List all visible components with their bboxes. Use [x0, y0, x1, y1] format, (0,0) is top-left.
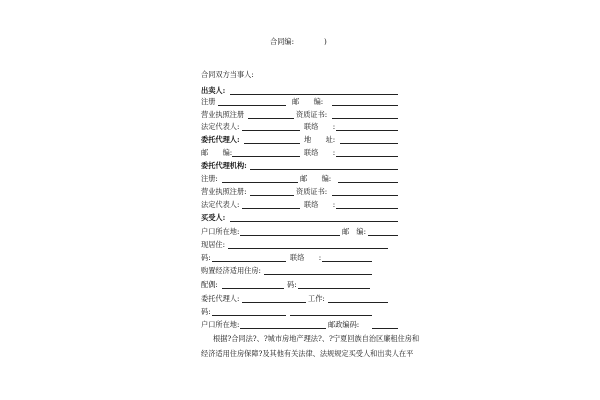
- buyer-agent-label: 委托代理人:: [201, 294, 240, 303]
- buyer-contact-label: 联络 :: [290, 253, 322, 262]
- agency-license-label: 营业执照注册:: [201, 187, 247, 196]
- agency-registration-line[interactable]: [222, 182, 298, 183]
- buyer-agent-postal-line[interactable]: [372, 328, 398, 329]
- buyer-hukou-label: 户口所在地:: [201, 227, 240, 236]
- buyer-spouse-code-line[interactable]: [298, 288, 370, 289]
- parties-intro: 合同双方当事人:: [201, 70, 254, 79]
- buyer-affordable-housing-line[interactable]: [264, 274, 372, 275]
- agency-contact-line[interactable]: [336, 208, 398, 209]
- agency-contact-label: 联络 :: [304, 200, 336, 209]
- agency-heading: 委托代理机构:: [201, 161, 247, 170]
- buyer-agent-code-line-2[interactable]: [290, 315, 372, 316]
- seller-contact-label: 联络 :: [304, 122, 336, 131]
- body-text-line-2: 经济适用住房保障?及其他有关法律、法规规定买受人和出卖人在平: [201, 349, 414, 358]
- buyer-residence-label: 现居住:: [201, 240, 225, 249]
- buyer-residence-line[interactable]: [228, 248, 388, 249]
- entrusted-agent-contact-line[interactable]: [336, 156, 398, 157]
- seller-legal-rep-label: 法定代表人:: [201, 122, 240, 131]
- buyer-agent-hukou-label: 户口所在地:: [201, 320, 240, 329]
- buyer-agent-code-label: 码:: [201, 307, 211, 316]
- buyer-heading: 买受人:: [201, 213, 226, 222]
- entrusted-agent-postal-label: 邮 编:: [201, 148, 233, 157]
- agency-registration-label: 注册:: [201, 174, 218, 183]
- agency-postal-label: 邮 编:: [300, 174, 332, 183]
- buyer-postal-label: 邮 编:: [342, 227, 366, 236]
- buyer-code-label: 码:: [201, 253, 211, 262]
- seller-postal-label: 邮 编:: [292, 97, 324, 106]
- seller-name-line[interactable]: [230, 94, 398, 95]
- body-text-line-1: 根据?合同法?、?城市房地产理法?、?宁夏回族自治区廉租住房和: [213, 334, 420, 343]
- buyer-contact-line[interactable]: [322, 261, 372, 262]
- seller-license-label: 营业执照注册: [201, 110, 245, 119]
- buyer-agent-hukou-line[interactable]: [240, 328, 326, 329]
- buyer-hukou-line[interactable]: [240, 235, 340, 236]
- agency-license-line[interactable]: [250, 195, 294, 196]
- seller-cert-line[interactable]: [332, 118, 398, 119]
- seller-heading: 出卖人:: [201, 86, 226, 95]
- buyer-agent-postal-label: 邮政编码:: [328, 320, 360, 329]
- buyer-spouse-line[interactable]: [222, 288, 284, 289]
- agency-legal-rep-line[interactable]: [242, 208, 300, 209]
- agency-name-line[interactable]: [250, 169, 398, 170]
- entrusted-agent-contact-label: 联络 :: [304, 148, 336, 157]
- buyer-code-line[interactable]: [212, 261, 286, 262]
- buyer-agent-work-label: 工作:: [308, 294, 325, 303]
- entrusted-agent-address-line[interactable]: [340, 143, 398, 144]
- buyer-agent-line[interactable]: [242, 302, 306, 303]
- seller-license-line[interactable]: [248, 118, 294, 119]
- seller-contact-line[interactable]: [336, 130, 398, 131]
- buyer-spouse-code-label: 码:: [287, 280, 297, 289]
- buyer-spouse-label: 配偶:: [201, 280, 218, 289]
- agency-legal-rep-label: 法定代表人:: [201, 200, 240, 209]
- entrusted-agent-name-line[interactable]: [244, 143, 300, 144]
- buyer-name-line[interactable]: [230, 221, 398, 222]
- entrusted-agent-heading: 委托代理人:: [201, 135, 240, 144]
- entrusted-agent-postal-line[interactable]: [232, 156, 300, 157]
- contract-number-label: 合同编:: [270, 37, 294, 46]
- agency-cert-line[interactable]: [332, 195, 398, 196]
- entrusted-agent-address-label: 地 址:: [304, 135, 336, 144]
- seller-postal-line[interactable]: [332, 105, 398, 106]
- seller-registration-label: 注册: [201, 97, 216, 106]
- seller-cert-label: 资质证书:: [296, 110, 328, 119]
- contract-number-close: ): [324, 37, 327, 46]
- agency-cert-label: 资质证书:: [296, 187, 328, 196]
- seller-legal-rep-line[interactable]: [242, 130, 300, 131]
- buyer-postal-line[interactable]: [368, 235, 398, 236]
- agency-postal-line[interactable]: [338, 182, 398, 183]
- buyer-agent-work-line[interactable]: [328, 302, 388, 303]
- buyer-affordable-housing-label: 购置经济适用住房:: [201, 266, 261, 275]
- seller-registration-line[interactable]: [218, 105, 286, 106]
- buyer-agent-code-line[interactable]: [212, 315, 286, 316]
